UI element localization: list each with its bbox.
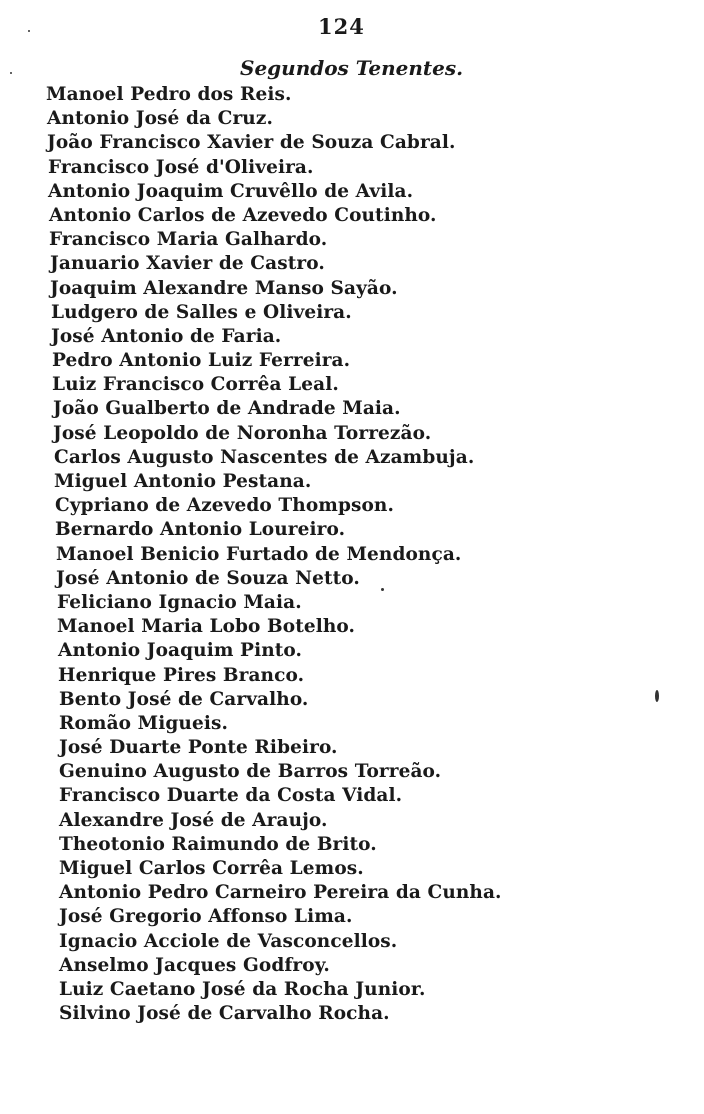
name-line: Antonio Pedro Carneiro Pereira da Cunha. bbox=[59, 882, 502, 904]
name-line: Bento José de Carvalho. bbox=[59, 688, 309, 710]
name-line: José Antonio de Souza Netto. bbox=[56, 567, 360, 589]
name-line: Januario Xavier de Castro. bbox=[50, 253, 325, 275]
ink-speck bbox=[381, 588, 384, 591]
ink-speck bbox=[28, 30, 30, 32]
name-line: Luiz Caetano José da Rocha Junior. bbox=[59, 978, 426, 1000]
name-line: Theotonio Raimundo de Brito. bbox=[59, 833, 377, 855]
name-line: Henrique Pires Branco. bbox=[58, 664, 305, 686]
name-line: Antonio Joaquim Pinto. bbox=[58, 640, 303, 662]
name-line: Manoel Benicio Furtado de Mendonça. bbox=[56, 543, 462, 565]
name-line: Anselmo Jacques Godfroy. bbox=[59, 954, 330, 976]
page-number: 124 bbox=[318, 14, 365, 39]
names-list bbox=[46, 83, 502, 1026]
name-line: Antonio Joaquim Cruvêllo de Avila. bbox=[48, 180, 414, 202]
name-line: Antonio José da Cruz. bbox=[47, 108, 273, 130]
name-line: Bernardo Antonio Loureiro. bbox=[55, 519, 346, 541]
name-line: Francisco Duarte da Costa Vidal. bbox=[59, 785, 403, 807]
name-line: Cypriano de Azevedo Thompson. bbox=[55, 495, 395, 517]
name-line: Genuino Augusto de Barros Torreão. bbox=[59, 761, 442, 783]
name-line: Pedro Antonio Luiz Ferreira. bbox=[52, 350, 351, 372]
name-line: Antonio Carlos de Azevedo Coutinho. bbox=[49, 204, 437, 226]
name-line: Miguel Carlos Corrêa Lemos. bbox=[59, 858, 364, 879]
name-line: Ludgero de Salles e Oliveira. bbox=[51, 301, 352, 323]
name-line: José Gregorio Affonso Lima. bbox=[59, 906, 353, 928]
name-line: José Antonio de Faria. bbox=[51, 325, 282, 347]
name-line: Francisco Maria Galhardo. bbox=[49, 229, 328, 251]
name-line: Feliciano Ignacio Maia. bbox=[57, 591, 302, 613]
name-line: João Francisco Xavier de Souza Cabral. bbox=[47, 132, 456, 154]
name-line: Joaquim Alexandre Manso Sayão. bbox=[50, 277, 398, 299]
ink-speck bbox=[655, 690, 659, 702]
name-line: Luiz Francisco Corrêa Leal. bbox=[52, 374, 339, 396]
name-line: Manoel Maria Lobo Botelho. bbox=[57, 616, 356, 638]
name-line: Alexandre José de Araujo. bbox=[59, 809, 328, 831]
name-line: José Duarte Ponte Ribeiro. bbox=[59, 737, 338, 759]
name-line: Francisco José d'Oliveira. bbox=[48, 156, 314, 178]
section-title: Segundos Tenentes. bbox=[240, 56, 464, 80]
name-line: Manoel Pedro dos Reis. bbox=[46, 84, 292, 105]
name-line: Miguel Antonio Pestana. bbox=[54, 471, 312, 492]
name-line: Silvino José de Carvalho Rocha. bbox=[59, 1003, 390, 1025]
name-line: Carlos Augusto Nascentes de Azambuja. bbox=[54, 446, 475, 468]
ink-speck bbox=[10, 72, 12, 74]
name-line: José Leopoldo de Noronha Torrezão. bbox=[53, 422, 432, 444]
name-line: João Gualberto de Andrade Maia. bbox=[53, 398, 401, 420]
name-line: Ignacio Acciole de Vasconcellos. bbox=[59, 930, 398, 952]
name-line: Romão Migueis. bbox=[59, 712, 229, 734]
